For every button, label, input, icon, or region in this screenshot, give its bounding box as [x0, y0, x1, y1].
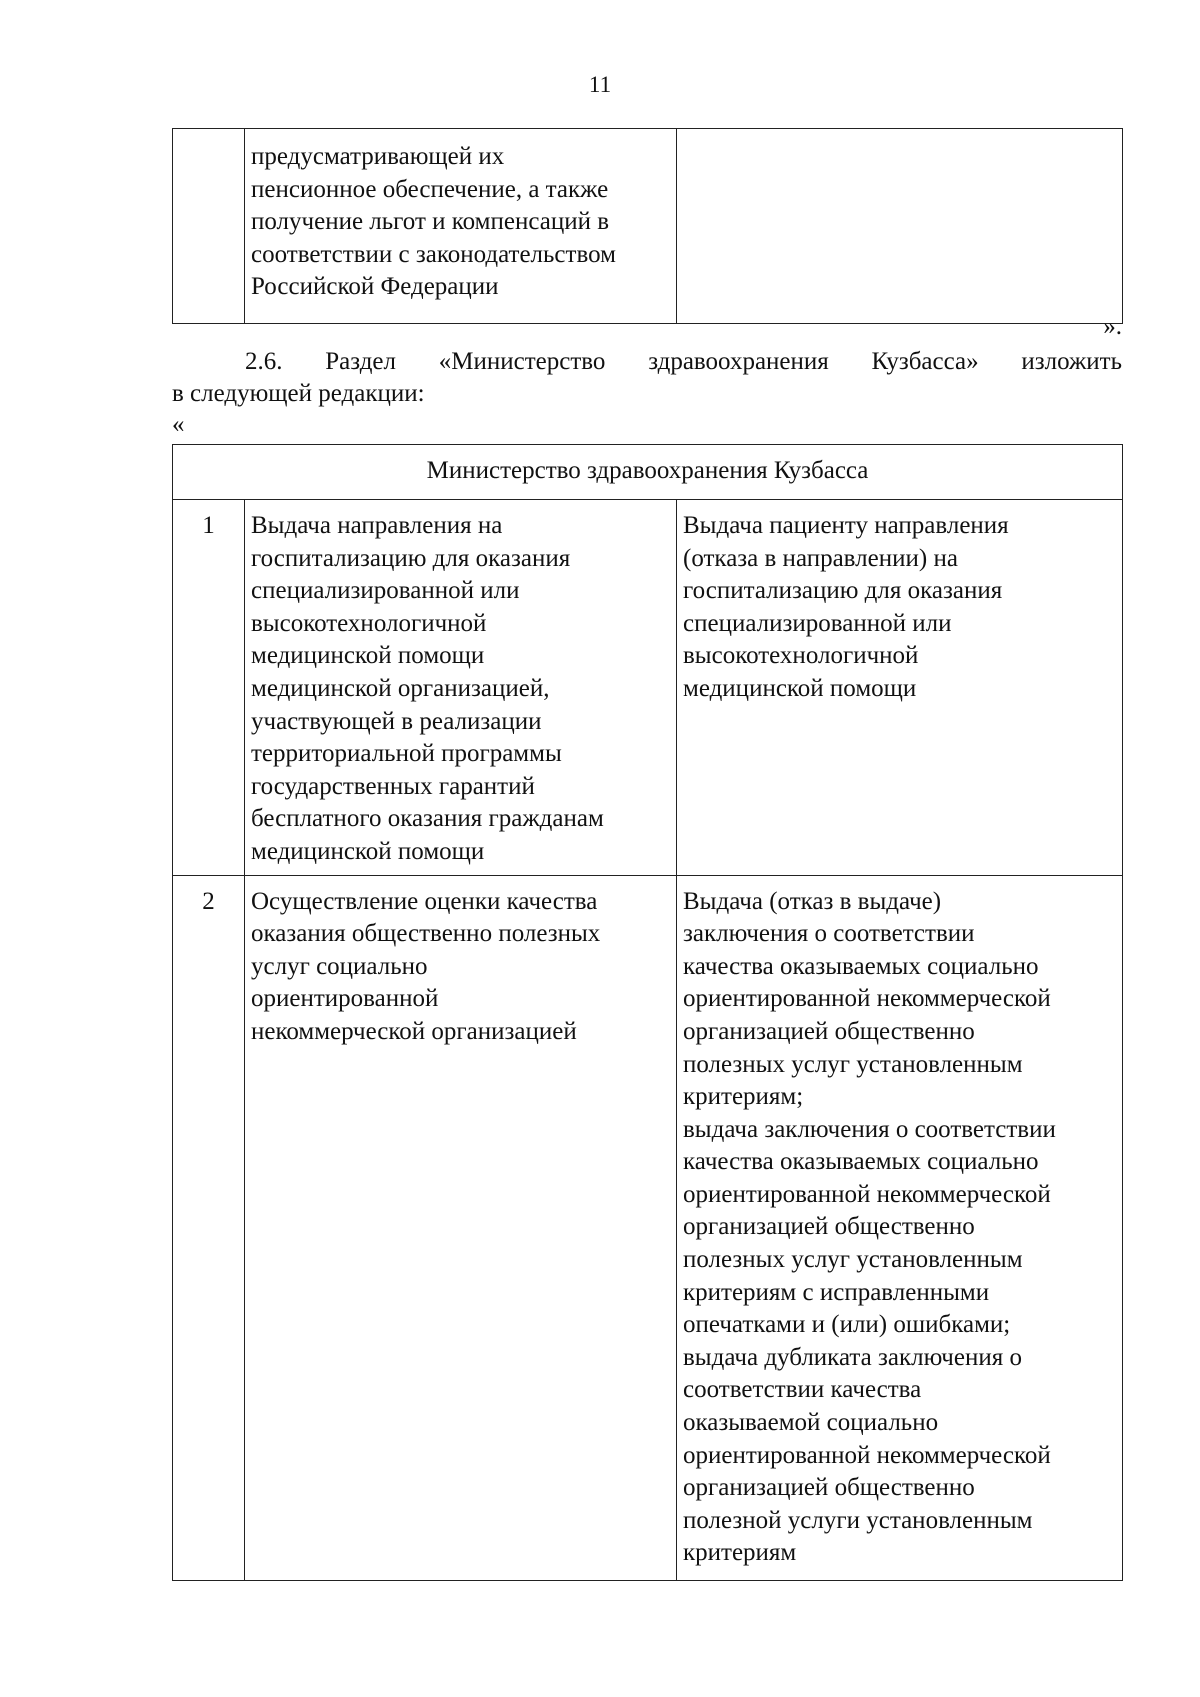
cell-line: полезной услуги установленным — [683, 1506, 1033, 1534]
cell-line: высокотехнологичной — [251, 609, 487, 637]
cell-line: получение льгот и компенсаций в — [251, 208, 610, 236]
amendment-paragraph-line-1: 2.6. Раздел «Министерство здравоохранения Кузбасса» изложить — [245, 348, 1122, 375]
cell-line: ориентированной некоммерческой — [683, 1180, 1051, 1208]
cell-line: выдача дубликата заключения о — [683, 1343, 1022, 1371]
table-header-row — [173, 445, 1123, 500]
page-number: 11 — [588, 72, 612, 97]
cell-line: организацией общественно — [683, 1017, 975, 1045]
table-row — [173, 129, 1123, 324]
cell-line: ориентированной некоммерческой — [683, 1441, 1051, 1469]
row-number-cell — [173, 129, 245, 324]
service-cell — [245, 129, 677, 324]
cell-line: госпитализацию для оказания — [251, 544, 571, 572]
cell-line: Выдача (отказ в выдаче) — [683, 887, 942, 915]
cell-line: государственных гарантий — [251, 772, 535, 800]
cell-line: соответствии качества — [683, 1376, 922, 1404]
cell-line: организацией общественно — [683, 1474, 975, 1502]
table-row — [173, 875, 1123, 1580]
ministry-header: Министерство здравоохранения Кузбасса — [173, 445, 1123, 500]
cell-line: медицинской помощи — [683, 674, 917, 702]
cell-line: выдача заключения о соответствии — [683, 1115, 1056, 1143]
row-number-cell: 2 — [173, 875, 245, 1580]
cell-line: Выдача направления на — [251, 512, 503, 539]
cell-line: высокотехнологичной — [683, 642, 919, 670]
cell-line: опечатками и (или) ошибками; — [683, 1311, 1011, 1339]
cell-line: медицинской организацией, — [251, 674, 550, 702]
cell-line: Российской Федерации — [251, 273, 499, 301]
cell-line: Осуществление оценки качества — [251, 887, 598, 915]
cell-line: бесплатного оказания гражданам — [251, 805, 604, 833]
cell-line: пенсионное обеспечение, а также — [251, 175, 609, 203]
amendment-paragraph-line-2: в следующей редакции: — [172, 380, 425, 407]
ministry-table — [172, 444, 1123, 1581]
cell-line: критериям с исправленными — [683, 1278, 990, 1306]
cell-line: медицинской помощи — [251, 642, 485, 670]
opening-quote: « — [172, 411, 185, 438]
cell-line: территориальной программы — [251, 740, 562, 768]
cell-line: качества оказываемых социально — [683, 952, 1039, 980]
cell-line: услуг социально — [251, 952, 428, 980]
cell-line: специализированной или — [251, 577, 520, 605]
cell-line: оказания общественно полезных — [251, 920, 601, 948]
closing-quote: ». — [1103, 313, 1122, 340]
cell-line: медицинской помощи — [251, 837, 485, 865]
result-cell — [677, 129, 1123, 324]
cell-line: заключения о соответствии — [683, 920, 975, 948]
service-cell — [245, 875, 677, 1580]
cell-line: соответствии с законодательством — [251, 240, 616, 268]
cell-line: Выдача пациенту направления — [683, 512, 1009, 539]
row-number-cell: 1 — [173, 500, 245, 876]
continued-table — [172, 128, 1123, 324]
cell-line: участвующей в реализации — [251, 707, 542, 735]
cell-line: оказываемой социально — [683, 1409, 939, 1437]
cell-line: критериям; — [683, 1083, 804, 1111]
table-row — [173, 500, 1123, 876]
cell-line: полезных услуг установленным — [683, 1246, 1023, 1274]
service-cell — [245, 500, 677, 876]
cell-line: полезных услуг установленным — [683, 1050, 1023, 1078]
cell-line: ориентированной некоммерческой — [683, 985, 1051, 1013]
cell-line: ориентированной — [251, 985, 439, 1013]
cell-line: (отказа в направлении) на — [683, 544, 958, 572]
cell-line: предусматривающей их — [251, 143, 505, 170]
cell-line: организацией общественно — [683, 1213, 975, 1241]
result-cell — [677, 875, 1123, 1580]
cell-line: некоммерческой организацией — [251, 1017, 577, 1045]
cell-line: госпитализацию для оказания — [683, 577, 1003, 605]
cell-line: специализированной или — [683, 609, 952, 637]
result-cell — [677, 500, 1123, 876]
cell-line: качества оказываемых социально — [683, 1148, 1039, 1176]
cell-line: критериям — [683, 1539, 797, 1567]
